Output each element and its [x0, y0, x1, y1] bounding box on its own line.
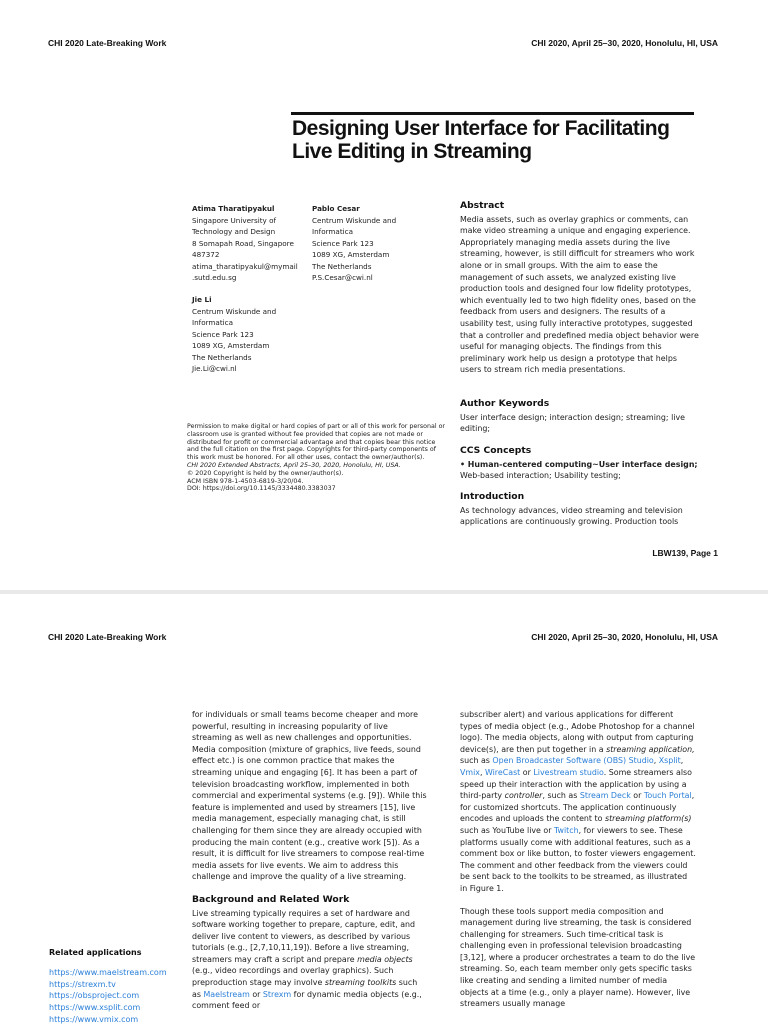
author-affiliation-line: Centrum Wiskunde and — [192, 306, 277, 316]
text-run: or — [249, 989, 263, 999]
isbn-line: ACM ISBN 978-1-4503-6819-3/20/04. — [187, 477, 304, 485]
introduction-text: As technology advances, video streaming and television applications are continuously growing. Production tools — [460, 505, 683, 527]
text-run: , — [680, 756, 684, 766]
text-run: or — [630, 791, 644, 801]
author-affiliation-line: Centrum Wiskunde and — [312, 215, 397, 225]
link-livestream-studio[interactable]: Livestream studio — [533, 767, 604, 777]
paper-title-line-2: Live Editing in Streaming — [292, 140, 532, 163]
sidebar-link[interactable]: https://strexm.tv — [49, 979, 116, 989]
permission-text: Permission to make digital or hard copies of part or all of this work for personal or classroom use is granted without fee provided that copies are not made or distributed for profit or commercial advantage and that copies bear this notice and the full citation on the first page. Copyrights for third-party components of this work must be honored. For all other uses, contact the owner/author(s). — [187, 423, 446, 462]
background-heading: Background and Related Work — [192, 893, 350, 905]
author-address-line: Science Park 123 — [192, 329, 254, 339]
link-vmix[interactable]: Vmix — [460, 767, 480, 777]
author-address-line: 487372 — [192, 250, 220, 259]
text-run: subscriber alert) and various applications for different types of media object (e.g., Adobe Photoshop for a channel logo). The media objects, along with output from capturing device(s), are then put together in a — [460, 710, 695, 754]
sidebar-heading: Related applications — [49, 948, 142, 957]
abstract-text: Media assets, such as overlay graphics or comments, can make video streaming a unique and engaging experience. Appropriately managing media assets during the live streaming, however, is still difficult for streamers who work alone or in small groups. With the aim to ease the management of such assets, we analyzed existing live production tools and designed four low fidelity prototypes, which eventually led to two high fidelity ones, based on the feedback from users and designers. The results of a usability test, using fully interactive prototypes, suggested that a controller and predefined media object behavior were useful for managing objects. The findings from this preliminary work help us design a prototype that helps users to stream rich media presentations. — [460, 214, 699, 375]
related-applications-sidebar — [49, 947, 167, 1024]
paper-page-2 — [0, 594, 768, 1024]
text-run: , such as — [542, 791, 580, 801]
introduction-heading: Introduction — [460, 491, 525, 502]
link-stream-deck[interactable]: Stream Deck — [579, 791, 631, 801]
author-block-3 — [192, 294, 276, 375]
copyright-line: © 2020 Copyright is held by the owner/author(s). — [187, 469, 344, 477]
body-column-right — [460, 709, 696, 1010]
link-touch-portal[interactable]: Touch Portal — [643, 791, 692, 801]
background-paragraph — [192, 908, 428, 1012]
text-run-italic: streaming toolkits — [324, 978, 397, 988]
ccs-section — [460, 445, 700, 482]
challenge-paragraph: Though these tools support media composition and management during live streaming, the task is considered challenging for streamers. Such time-critical task is challenging even in professional television broadcasting [3,12], where a producer orchestrates a team to do the live streaming. So, each team member only gets specific tasks like creating and sending a limited number of media objects at a time (e.g., only a player name). However, live streamers usually manage — [460, 906, 696, 1009]
paper-title — [292, 117, 712, 163]
author-address-line: Science Park 123 — [312, 238, 374, 248]
author-address-line: 1089 XG, Amsterdam — [312, 250, 390, 259]
text-run: , — [653, 756, 659, 766]
author-address-line: The Netherlands — [312, 261, 372, 271]
text-run: such as — [192, 978, 418, 999]
link-strexm[interactable]: Strexm — [262, 989, 292, 999]
author-affiliation-line: Technology and Design — [192, 227, 276, 236]
link-wirecast[interactable]: WireCast — [484, 767, 521, 777]
text-run: , for viewers to see. These platforms usually come with additional features, such as a comment box or like button, to foster viewers engagement. The comment and other feedback from the viewers could be sent back to the toolkits to be streamed, as illustrated in Figure 1. — [460, 825, 696, 893]
text-run: Live streaming typically requires a set of hardware and software working together to prepare, capture, edit, and deliver live content to viewers, as described by various tutorials (e.g., [2,7,10,11,19]). Before a live streaming, streamers may craft a script and prepare — [192, 908, 416, 964]
author-address-line: The Netherlands — [192, 352, 252, 362]
tools-paragraph — [460, 709, 696, 895]
ccs-text — [460, 459, 700, 482]
sidebar-link[interactable]: https://www.xsplit.com — [49, 1003, 141, 1013]
running-header-left: CHI 2020 Late-Breaking Work — [48, 38, 167, 48]
sidebar-link[interactable]: https://www.maelstream.com — [49, 967, 167, 977]
ccs-bold-text: • Human-centered computing~User interface design; — [460, 459, 698, 469]
text-run-italic: streaming application, — [606, 744, 695, 754]
link-obs-studio[interactable]: Open Broadcaster Software (OBS) Studio — [492, 756, 654, 766]
link-xsplit[interactable]: Xsplit — [658, 756, 681, 766]
running-header-right: CHI 2020, April 25–30, 2020, Honolulu, HI, USA — [531, 632, 718, 642]
text-run-italic: streaming platform(s) — [604, 814, 692, 824]
text-run: such as YouTube live or — [460, 825, 555, 835]
venue-line: CHI 2020 Extended Abstracts, April 25–30, 2020, Honolulu, HI, USA. — [187, 461, 401, 469]
author-block-1 — [192, 203, 298, 284]
link-twitch[interactable]: Twitch — [554, 825, 579, 835]
abstract-heading: Abstract — [460, 200, 505, 211]
permission-notice — [187, 423, 449, 493]
title-rule — [291, 112, 694, 115]
keywords-heading: Author Keywords — [460, 398, 550, 409]
text-run: . Some streamers also speed up their interaction with the application by using a third-party — [460, 767, 692, 801]
sidebar-link[interactable]: https://obsproject.com — [49, 991, 140, 1001]
keywords-text: User interface design; interaction design; streaming; live editing; — [460, 412, 685, 434]
author-block-2 — [312, 203, 396, 284]
author-name: Jie Li — [192, 295, 212, 304]
author-name: Atima Tharatipyakul — [192, 204, 275, 213]
text-run: (e.g., video recordings and overlay graphics). Such preproduction stage may involve — [192, 966, 394, 988]
text-run: for dynamic media objects (e.g., comment feed or — [192, 989, 422, 1011]
text-run: , for customized shortcuts. The application continuously encodes and uploads the content to — [460, 791, 695, 824]
page-footer: LBW139, Page 1 — [652, 548, 718, 558]
body-column-left — [192, 709, 428, 1012]
author-address-line: 8 Somapah Road, Singapore — [192, 238, 294, 248]
ccs-plain-text: Web-based interaction; Usability testing; — [460, 471, 621, 481]
text-run-italic: media objects — [357, 954, 413, 964]
keywords-section — [460, 398, 700, 435]
author-email: .sutd.edu.sg — [192, 273, 237, 282]
abstract-section — [460, 200, 700, 376]
text-run-italic: controller — [504, 791, 543, 801]
introduction-section — [460, 491, 700, 528]
intro-continued-paragraph: for individuals or small teams become cheaper and more powerful, resulting in increasing popularity of live streaming as well as new challenges and opportunities. Media composition (mixture of graphics, live feeds, sound effect etc.) is one common practice that makes the streaming unique and engaging [6]. It has been a part of television broadcasting workflow, implemented in both commercial and experimental systems (e.g. [9]). While this feature is implemented and used by streamers [15], live media management, especially managing chat, is still challenging for them since they are already occupied with producing the main content (e.g., creative work [5]). As a result, it is difficult for live streamers to compose real-time media assets for live events. We aim to address this challenge and improve the quality of a live streaming. — [192, 710, 427, 882]
author-email: atima_tharatipyakul@mymail — [192, 261, 298, 271]
author-email: P.S.Cesar@cwi.nl — [312, 273, 373, 282]
running-header-right: CHI 2020, April 25–30, 2020, Honolulu, HI, USA — [531, 38, 718, 48]
author-affiliation-line: Informatica — [192, 318, 234, 327]
author-affiliation-line: Informatica — [312, 227, 354, 236]
text-run: , — [479, 767, 485, 777]
running-header-left: CHI 2020 Late-Breaking Work — [48, 632, 167, 642]
text-run: or — [520, 767, 534, 777]
author-email: Jie.Li@cwi.nl — [192, 364, 237, 373]
doi-line: DOI: https://doi.org/10.1145/3334480.3383037 — [187, 485, 336, 493]
author-address-line: 1089 XG, Amsterdam — [192, 341, 270, 350]
author-name: Pablo Cesar — [312, 204, 360, 213]
text-run: such as — [460, 756, 493, 766]
sidebar-link[interactable]: https://www.vmix.com — [49, 1014, 139, 1024]
ccs-heading: CCS Concepts — [460, 445, 532, 456]
paper-title-line-1: Designing User Interface for Facilitating — [292, 117, 670, 140]
link-maelstream[interactable]: Maelstream — [203, 989, 250, 999]
author-affiliation-line: Singapore University of — [192, 215, 277, 225]
